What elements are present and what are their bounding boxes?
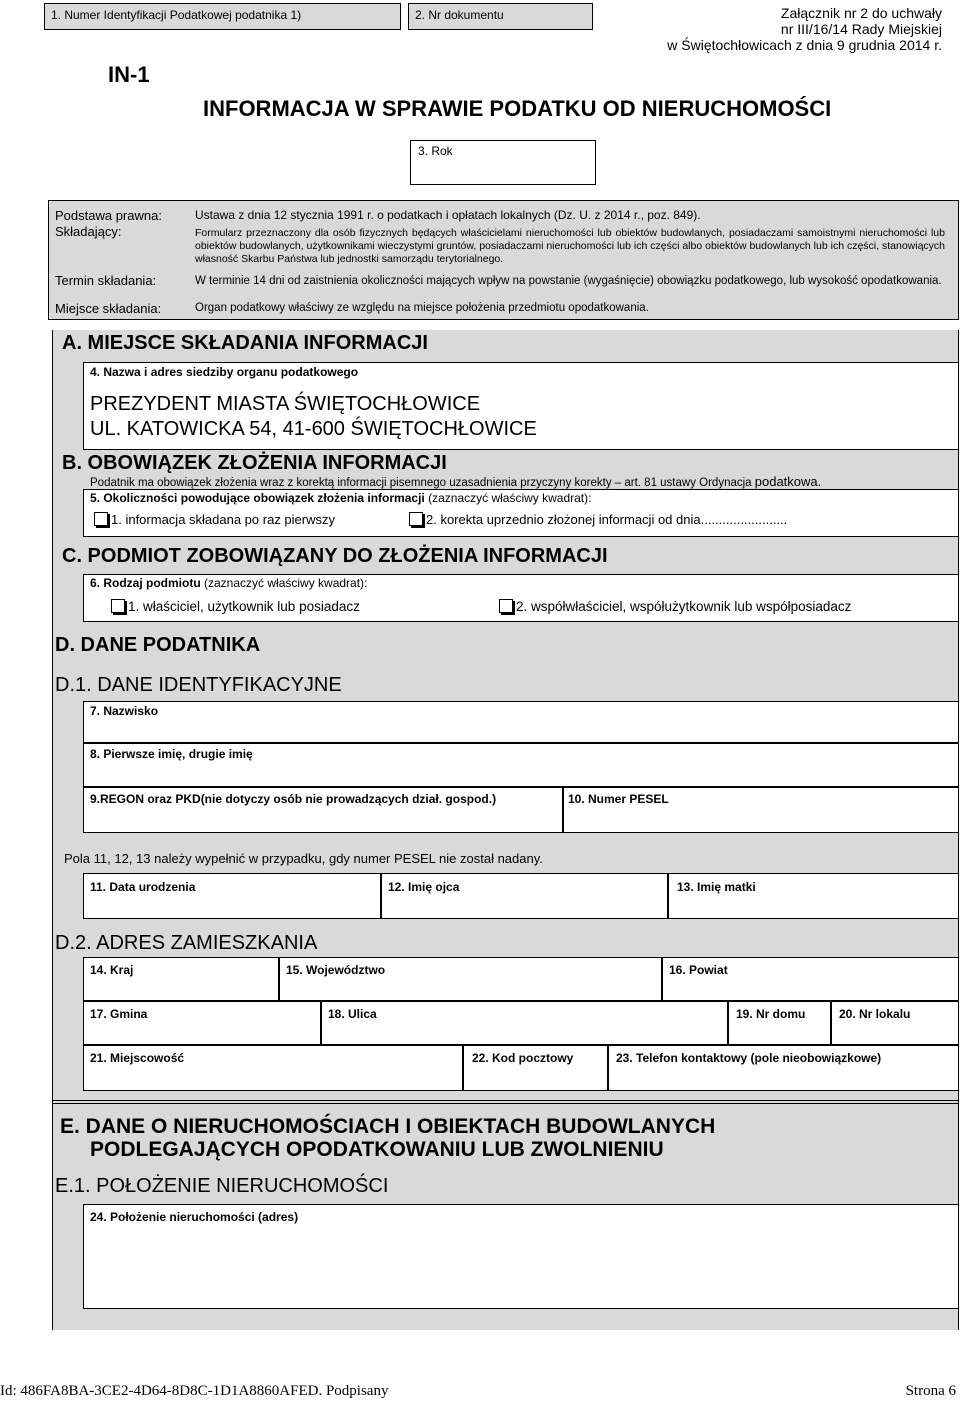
year-label: 3. Rok	[418, 144, 453, 158]
field-14-label: 14. Kraj	[90, 963, 134, 977]
place-text: Organ podatkowy właściwy ze względu na miejsce położenia przedmiotu opodatkowania.	[195, 302, 649, 314]
section-divider	[52, 1103, 959, 1104]
nip-field[interactable]	[44, 3, 401, 30]
country-field[interactable]	[83, 957, 279, 1001]
section-d2-title: D.2. ADRES ZAMIESZKANIA	[55, 932, 318, 954]
option-co-owner-label: 2. współwłaściciel, współużytkownik lub współposiadacz	[516, 599, 852, 614]
field-5-label	[90, 491, 591, 505]
section-e-title-line-2: PODLEGAJĄCYCH OPODATKOWANIU LUB ZWOLNIENIU	[90, 1138, 664, 1161]
correction-note-text: Podatnik ma obowiązek złożenia wraz z korektą informacji pisemnego uzasadnienia przyczyny korekty – art. 81 ustawy Ordynacja	[90, 477, 752, 489]
field-10-label: 10. Numer PESEL	[568, 792, 669, 806]
field-5-title: 5. Okoliczności powodujące obowiązek złożenia informacji	[90, 491, 425, 505]
field-12-label: 12. Imię ojca	[388, 880, 460, 894]
entity-type-field[interactable]	[83, 574, 959, 622]
checkbox-icon[interactable]	[409, 512, 423, 526]
first-names-field[interactable]	[83, 743, 959, 787]
basis-text: Ustawa z dnia 12 stycznia 1991 r. o podatkach i opłatach lokalnych (Dz. U. z 2014 r., poz. 849).	[195, 208, 701, 222]
field-21-label: 21. Miejscowość	[90, 1051, 185, 1065]
checkbox-icon[interactable]	[94, 512, 108, 526]
pesel-field[interactable]	[563, 787, 959, 833]
option-owner[interactable]	[111, 599, 360, 614]
voivodeship-field[interactable]	[279, 957, 662, 1001]
field-17-label: 17. Gmina	[90, 1007, 148, 1021]
field-6-title: 6. Rodzaj podmiotu	[90, 576, 201, 590]
option-owner-label: 1. właściciel, użytkownik lub posiadacz	[128, 599, 360, 614]
section-b-title: B. OBOWIĄZEK ZŁOŻENIA INFORMACJI	[62, 452, 447, 474]
option-correction[interactable]	[409, 512, 787, 527]
field-16-label: 16. Powiat	[669, 963, 728, 977]
option-co-owner[interactable]	[499, 599, 851, 614]
form-title: INFORMACJA W SPRAWIE PODATKU OD NIERUCHOMOŚCI	[203, 96, 832, 121]
correction-note-tail: podatkowa.	[754, 474, 822, 489]
section-e-title-line-1: E. DANE O NIERUCHOMOŚCIACH I OBIEKTACH BUDOWLANYCH	[60, 1115, 716, 1138]
option-first-filing-label: 1. informacja składana po raz pierwszy	[111, 512, 335, 527]
house-number-field[interactable]	[728, 1001, 831, 1045]
apartment-number-field[interactable]	[831, 1001, 959, 1045]
office-address: UL. KATOWICKA 54, 41-600 ŚWIĘTOCHŁOWICE	[90, 418, 537, 440]
field-19-label: 19. Nr domu	[736, 1007, 806, 1021]
attachment-note	[667, 5, 942, 53]
filer-text: Formularz przeznaczony dla osób fizycznych będących właścicielami nieruchomości lub obiektów budowlanych, posiadaczami samoistnymi nieruchomości lub obiektów budowlanych, użytkownikami wieczystymi gruntów, posiadaczami nieruchomości lub ich części albo obiektów budowlanych lub ich części, stanowiących własność Skarbu Państwa lub jednostki samorządu terytorialnego.	[195, 227, 945, 265]
correction-date-dots[interactable]: ........................	[700, 512, 788, 527]
tax-office-field[interactable]	[83, 362, 959, 450]
option-first-filing[interactable]	[94, 512, 335, 527]
field-5-hint: (zaznaczyć właściwy kwadrat):	[428, 491, 592, 505]
postal-code-field[interactable]	[463, 1045, 608, 1091]
field-15-label: 15. Województwo	[286, 963, 386, 977]
father-name-field[interactable]	[381, 873, 668, 919]
phone-field[interactable]	[608, 1045, 959, 1091]
field-4-label: 4. Nazwa i adres siedziby organu podatkowego	[90, 365, 359, 379]
section-d1-title: D.1. DANE IDENTYFIKACYJNE	[55, 674, 342, 696]
basis-label: Podstawa prawna:	[55, 208, 162, 223]
document-number-label: 2. Nr dokumentu	[415, 8, 504, 22]
page-number: Strona 6	[905, 1383, 956, 1399]
field-8-label: 8. Pierwsze imię, drugie imię	[90, 747, 253, 761]
field-23-label: 23. Telefon kontaktowy (pole nieobowiązkowe)	[616, 1051, 882, 1065]
section-d-title: D. DANE PODATNIKA	[55, 634, 261, 656]
field-6-hint: (zaznaczyć właściwy kwadrat):	[204, 576, 368, 590]
commune-field[interactable]	[83, 1001, 321, 1045]
property-location-field[interactable]	[83, 1204, 959, 1309]
attachment-line-1: Załącznik nr 2 do uchwały	[780, 5, 942, 21]
checkbox-icon[interactable]	[111, 599, 125, 613]
locality-field[interactable]	[83, 1045, 463, 1091]
attachment-line-3: w Świętochłowicach z dnia 9 grudnia 2014 r.	[667, 37, 942, 53]
obligation-field[interactable]	[83, 489, 959, 537]
form-code: IN-1	[108, 62, 150, 87]
filer-label: Składający:	[55, 224, 122, 239]
birth-date-field[interactable]	[83, 873, 381, 919]
document-id: Id: 486FA8BA-3CE2-4D64-8D8C-1D1A8860AFED. Podpisany	[0, 1383, 389, 1399]
field-11-label: 11. Data urodzenia	[90, 880, 196, 894]
field-7-label: 7. Nazwisko	[90, 704, 159, 718]
attachment-line-2: nr III/16/14 Rady Miejskiej	[780, 21, 942, 37]
deadline-text: W terminie 14 dni od zaistnienia okoliczności mających wpływ na powstanie (wygaśnięcie) obowiązku podatkowego, lub wysokość opodatkowania.	[195, 275, 942, 287]
surname-field[interactable]	[83, 701, 959, 743]
checkbox-icon[interactable]	[499, 599, 513, 613]
place-label: Miejsce składania:	[55, 301, 162, 316]
field-22-label: 22. Kod pocztowy	[472, 1051, 574, 1065]
field-24-label: 24. Położenie nieruchomości (adres)	[90, 1210, 299, 1224]
section-divider	[52, 1100, 959, 1101]
pesel-note: Pola 11, 12, 13 należy wypełnić w przypadku, gdy numer PESEL nie został nadany.	[64, 851, 543, 866]
office-name: PREZYDENT MIASTA ŚWIĘTOCHŁOWICE	[90, 393, 481, 415]
section-c-title: C. PODMIOT ZOBOWIĄZANY DO ZŁOŻENIA INFORMACJI	[62, 545, 608, 567]
nip-label: 1. Numer Identyfikacji Podatkowej podatnika 1)	[51, 8, 302, 22]
street-field[interactable]	[321, 1001, 728, 1045]
section-a-title: A. MIEJSCE SKŁADANIA INFORMACJI	[62, 332, 428, 354]
field-9-label: 9.REGON oraz PKD(nie dotyczy osób nie prowadzących dział. gospod.)	[90, 792, 497, 806]
document-number-field[interactable]	[408, 3, 593, 30]
correction-note	[90, 474, 821, 489]
district-field[interactable]	[662, 957, 959, 1001]
field-18-label: 18. Ulica	[328, 1007, 377, 1021]
field-13-label: 13. Imię matki	[677, 880, 756, 894]
option-correction-label: 2. korekta uprzednio złożonej informacji od dnia	[426, 512, 701, 527]
field-20-label: 20. Nr lokalu	[839, 1007, 911, 1021]
section-e1-title: E.1. POŁOŻENIE NIERUCHOMOŚCI	[55, 1175, 389, 1197]
field-6-label	[90, 576, 367, 590]
year-field[interactable]	[410, 140, 596, 185]
mother-name-field[interactable]	[668, 873, 959, 919]
deadline-label: Termin składania:	[55, 273, 157, 288]
regon-field[interactable]	[83, 787, 563, 833]
